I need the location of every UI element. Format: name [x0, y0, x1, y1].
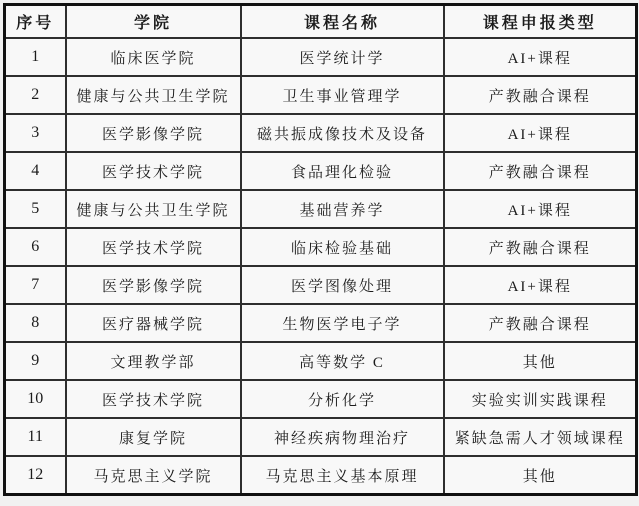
column-header-course-type: 课程申报类型 — [444, 5, 637, 39]
cell-index: 1 — [5, 38, 66, 76]
course-application-table — [3, 3, 638, 496]
cell-index: 10 — [5, 380, 66, 418]
cell-course-name: 基础营养学 — [241, 190, 444, 228]
table-row — [5, 380, 637, 418]
table-row — [5, 456, 637, 495]
table-row — [5, 190, 637, 228]
cell-course-type: 产教融合课程 — [444, 152, 637, 190]
cell-index: 4 — [5, 152, 66, 190]
table-row — [5, 152, 637, 190]
cell-index: 9 — [5, 342, 66, 380]
cell-college: 医学影像学院 — [66, 266, 241, 304]
cell-college: 医学技术学院 — [66, 152, 241, 190]
cell-course-name: 马克思主义基本原理 — [241, 456, 444, 495]
cell-course-type: 产教融合课程 — [444, 304, 637, 342]
cell-course-type: 产教融合课程 — [444, 228, 637, 266]
cell-college: 医学影像学院 — [66, 114, 241, 152]
cell-index: 5 — [5, 190, 66, 228]
cell-course-type: 其他 — [444, 342, 637, 380]
cell-course-name: 高等数学 C — [241, 342, 444, 380]
cell-course-type: AI+课程 — [444, 190, 637, 228]
table-row — [5, 304, 637, 342]
cell-course-name: 食品理化检验 — [241, 152, 444, 190]
cell-course-type: AI+课程 — [444, 114, 637, 152]
cell-course-type: 产教融合课程 — [444, 76, 637, 114]
cell-college: 健康与公共卫生学院 — [66, 76, 241, 114]
column-header-course-name: 课程名称 — [241, 5, 444, 39]
cell-course-name: 临床检验基础 — [241, 228, 444, 266]
cell-index: 6 — [5, 228, 66, 266]
cell-index: 12 — [5, 456, 66, 495]
table-row — [5, 228, 637, 266]
cell-college: 康复学院 — [66, 418, 241, 456]
cell-course-type: AI+课程 — [444, 266, 637, 304]
cell-course-name: 磁共振成像技术及设备 — [241, 114, 444, 152]
cell-course-name: 生物医学电子学 — [241, 304, 444, 342]
table-body — [5, 38, 637, 495]
cell-course-name: 医学统计学 — [241, 38, 444, 76]
cell-index: 2 — [5, 76, 66, 114]
cell-course-type: 紧缺急需人才领域课程 — [444, 418, 637, 456]
cell-course-name: 医学图像处理 — [241, 266, 444, 304]
cell-college: 医学技术学院 — [66, 228, 241, 266]
cell-college: 健康与公共卫生学院 — [66, 190, 241, 228]
cell-course-type: AI+课程 — [444, 38, 637, 76]
cell-college: 临床医学院 — [66, 38, 241, 76]
column-header-college: 学院 — [66, 5, 241, 39]
cell-index: 7 — [5, 266, 66, 304]
cell-college: 医疗器械学院 — [66, 304, 241, 342]
table-row — [5, 266, 637, 304]
table-row — [5, 418, 637, 456]
cell-course-type: 其他 — [444, 456, 637, 495]
cell-index: 8 — [5, 304, 66, 342]
cell-index: 11 — [5, 418, 66, 456]
cell-college: 文理教学部 — [66, 342, 241, 380]
cell-course-name: 卫生事业管理学 — [241, 76, 444, 114]
cell-college: 马克思主义学院 — [66, 456, 241, 495]
cell-course-type: 实验实训实践课程 — [444, 380, 637, 418]
cell-course-name: 分析化学 — [241, 380, 444, 418]
table-row — [5, 114, 637, 152]
header-row — [5, 5, 637, 39]
table-row — [5, 76, 637, 114]
cell-course-name: 神经疾病物理治疗 — [241, 418, 444, 456]
column-header-index: 序号 — [5, 5, 66, 39]
cell-index: 3 — [5, 114, 66, 152]
table-row — [5, 342, 637, 380]
table-row — [5, 38, 637, 76]
cell-college: 医学技术学院 — [66, 380, 241, 418]
